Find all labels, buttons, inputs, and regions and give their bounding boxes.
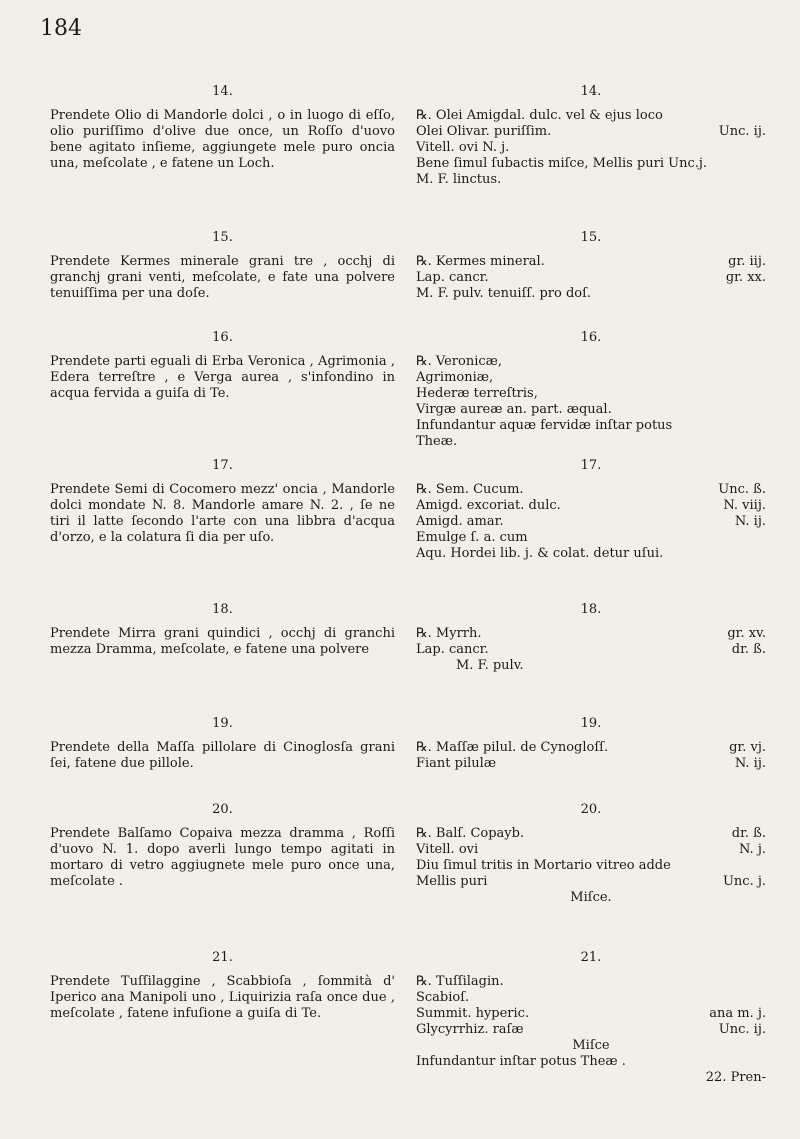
ingredient: Lap. cancr. <box>416 270 489 285</box>
prescription-line <box>416 402 766 418</box>
ingredient: ℞. Olei Amigdal. dulc. vel & ejus loco <box>416 108 663 123</box>
ingredient: M. F. linctus. <box>416 172 502 187</box>
prescription-line <box>416 658 766 674</box>
prescription-line <box>416 858 766 874</box>
italian-recipe <box>50 84 395 172</box>
ingredient: Miſce <box>572 1038 610 1053</box>
prescription-line <box>416 740 766 756</box>
italian-recipe <box>50 950 395 1022</box>
ingredient: Infundantur inſtar potus Theæ . <box>416 1054 626 1069</box>
dosage: N. ij. <box>734 514 766 529</box>
prescription-line <box>416 842 766 858</box>
prescription-line <box>416 974 766 990</box>
ingredient: Amigd. excoriat. dulc. <box>416 498 561 513</box>
recipe-number: 15. <box>212 230 233 245</box>
dosage: gr. iij. <box>728 254 766 269</box>
prescription-line <box>416 546 766 562</box>
prescription-line <box>416 172 766 188</box>
recipe-number: 17. <box>580 458 602 473</box>
ingredient: ℞. Balſ. Copayb. <box>416 826 525 841</box>
latin-recipe <box>416 802 766 906</box>
ingredient: Theæ. <box>416 434 458 449</box>
recipe-text: Prendete della Maſſa pillolare di Cinoglosſa grani ſei, fatene due pillole. <box>50 740 395 771</box>
ingredient: ℞. Maſſæ pilul. de Cynogloſſ. <box>416 740 609 755</box>
latin-recipe <box>416 230 766 302</box>
prescription-line <box>416 514 766 530</box>
dosage: Unc. ij. <box>718 1022 766 1037</box>
recipe-number: 19. <box>580 716 602 731</box>
prescription-line <box>416 108 766 124</box>
prescription-line <box>416 156 766 172</box>
recipe-number: 20. <box>580 802 602 817</box>
ingredient: Virgæ aureæ an. part. æqual. <box>416 402 612 417</box>
ingredient: Hederæ terreſtris, <box>416 386 538 401</box>
latin-recipe <box>416 330 766 450</box>
latin-recipe <box>416 716 766 772</box>
ingredient: Vitell. ovi N. j. <box>416 140 510 155</box>
prescription-line <box>416 370 766 386</box>
recipe-text: Prendete parti eguali di Erba Veronica , Agrimonia , Edera terreſtre , e Verga aurea , s'infondino in acqua fervida a guiſa di Te. <box>50 354 395 401</box>
dosage: dr. ß. <box>731 642 766 657</box>
prescription-line <box>416 140 766 156</box>
dosage: gr. vj. <box>729 740 766 755</box>
prescription-line <box>416 418 766 434</box>
prescription-line <box>416 124 766 140</box>
prescription-line <box>416 874 766 890</box>
catchword: 22. Pren- <box>705 1070 766 1085</box>
dosage: Unc. ß. <box>718 482 766 497</box>
ingredient: Aqu. Hordei lib. j. & colat. detur uſui. <box>416 546 664 561</box>
dosage: N. ij. <box>734 756 766 771</box>
prescription-line <box>416 1022 766 1038</box>
dosage: N. viij. <box>723 498 766 513</box>
ingredient: Olei Olivar. puriſſim. <box>416 124 552 139</box>
latin-recipe <box>416 458 766 562</box>
recipe-text: Prendete Tuſſilaggine , Scabbioſa , ſommità d' Iperico ana Manipoli uno , Liquirizia raſa once due , meſcolate , fatene infuſione a guiſa di Te. <box>50 974 395 1021</box>
prescription-line <box>416 254 766 270</box>
ingredient: Amigd. amar. <box>416 514 504 529</box>
ingredient: Fiant pilulæ <box>416 756 497 771</box>
prescription-line <box>416 386 766 402</box>
prescription-line <box>416 990 766 1006</box>
page-number: 184 <box>40 16 82 41</box>
ingredient: Bene ſimul ſubactis miſce, Mellis puri Unc.j. <box>416 156 708 171</box>
latin-recipe <box>416 84 766 188</box>
recipe-text: Prendete Semi di Cocomero mezz' oncia , Mandorle dolci mondate N. 8. Mandorle amare N. 2. , ſe ne tiri il latte ſecondo l'arte con una libbra d'acqua d'orzo, e la colatura ſi dia per uſo. <box>50 482 395 545</box>
ingredient: Emulge ſ. a. cum <box>416 530 528 545</box>
italian-recipe <box>50 230 395 302</box>
ingredient: ℞. Myrrh. <box>416 626 482 641</box>
ingredient: Diu ſimul tritis in Mortario vitreo adde <box>416 858 671 873</box>
ingredient: Infundantur aquæ fervidæ inſtar potus <box>416 418 673 433</box>
recipe-number: 20. <box>212 802 233 817</box>
recipe-number: 15. <box>580 230 602 245</box>
dosage: dr. ß. <box>731 826 766 841</box>
prescription-line <box>416 286 766 302</box>
ingredient: ℞. Sem. Cucum. <box>416 482 524 497</box>
dosage: N. j. <box>739 842 766 857</box>
recipe-number: 17. <box>212 458 233 473</box>
italian-recipe <box>50 330 395 402</box>
dosage: gr. xx. <box>725 270 766 285</box>
prescription-line <box>416 354 766 370</box>
recipe-number: 16. <box>212 330 233 345</box>
italian-recipe <box>50 802 395 890</box>
recipe-number: 16. <box>580 330 602 345</box>
italian-recipe <box>50 602 395 658</box>
prescription-line <box>416 482 766 498</box>
prescription-line <box>416 642 766 658</box>
ingredient: ℞. Veronicæ, <box>416 354 503 369</box>
ingredient: Summit. hyperic. <box>416 1006 530 1021</box>
ingredient: M. F. pulv. tenuiſſ. pro doſ. <box>416 286 592 301</box>
ingredient: M. F. pulv. <box>456 658 524 673</box>
recipe-number: 18. <box>212 602 233 617</box>
prescription-line <box>416 498 766 514</box>
dosage: Unc. j. <box>722 874 766 889</box>
recipe-number: 14. <box>212 84 233 99</box>
italian-recipe <box>50 716 395 772</box>
ingredient: ℞. Tuſſilagin. <box>416 974 504 989</box>
recipe-number: 19. <box>212 716 233 731</box>
ingredient: Agrimoniæ, <box>416 370 494 385</box>
prescription-line <box>416 756 766 772</box>
prescription-line <box>416 530 766 546</box>
recipe-number: 21. <box>212 950 233 965</box>
recipe-number: 21. <box>580 950 602 965</box>
recipe-text: Prendete Kermes minerale grani tre , occhj di granchj grani venti, meſcolate, e fate una polvere tenuiſſima per una doſe. <box>50 254 395 301</box>
ingredient: Lap. cancr. <box>416 642 489 657</box>
ingredient: Mellis puri <box>416 874 488 889</box>
latin-recipe <box>416 950 766 1086</box>
recipe-text: Prendete Mirra grani quindici , occhj di granchi mezza Dramma, meſcolate, e fatene una polvere <box>50 626 395 657</box>
prescription-line <box>416 270 766 286</box>
prescription-line <box>416 826 766 842</box>
ingredient: Scabioſ. <box>416 990 470 1005</box>
prescription-line <box>416 434 766 450</box>
recipe-text: Prendete Balſamo Copaiva mezza dramma , Roſſi d'uovo N. 1. dopo averli lungo tempo agitati in mortaro di vetro aggiugnete mele puro once una, meſcolate . <box>50 826 395 889</box>
recipe-number: 18. <box>580 602 602 617</box>
ingredient: Miſce. <box>570 890 612 905</box>
ingredient: Vitell. ovi <box>416 842 479 857</box>
dosage: gr. xv. <box>727 626 766 641</box>
italian-recipe <box>50 458 395 546</box>
recipe-number: 14. <box>580 84 602 99</box>
dosage: Unc. ij. <box>718 124 766 139</box>
recipe-text: Prendete Olio di Mandorle dolci , o in luogo di eſſo, olio puriſſimo d'olive due once, un Roſſo d'uovo bene agitato inſieme, aggiungete mele puro oncia una, meſcolate , e fatene un Loch. <box>50 108 395 171</box>
ingredient: ℞. Kermes mineral. <box>416 254 545 269</box>
prescription-line <box>416 626 766 642</box>
dosage: ana m. j. <box>709 1006 766 1021</box>
latin-recipe <box>416 602 766 674</box>
prescription-line <box>416 1006 766 1022</box>
ingredient: Glycyrrhiz. raſæ <box>416 1022 524 1037</box>
prescription-line <box>416 1038 766 1054</box>
prescription-line <box>416 890 766 906</box>
prescription-line <box>416 1054 766 1070</box>
